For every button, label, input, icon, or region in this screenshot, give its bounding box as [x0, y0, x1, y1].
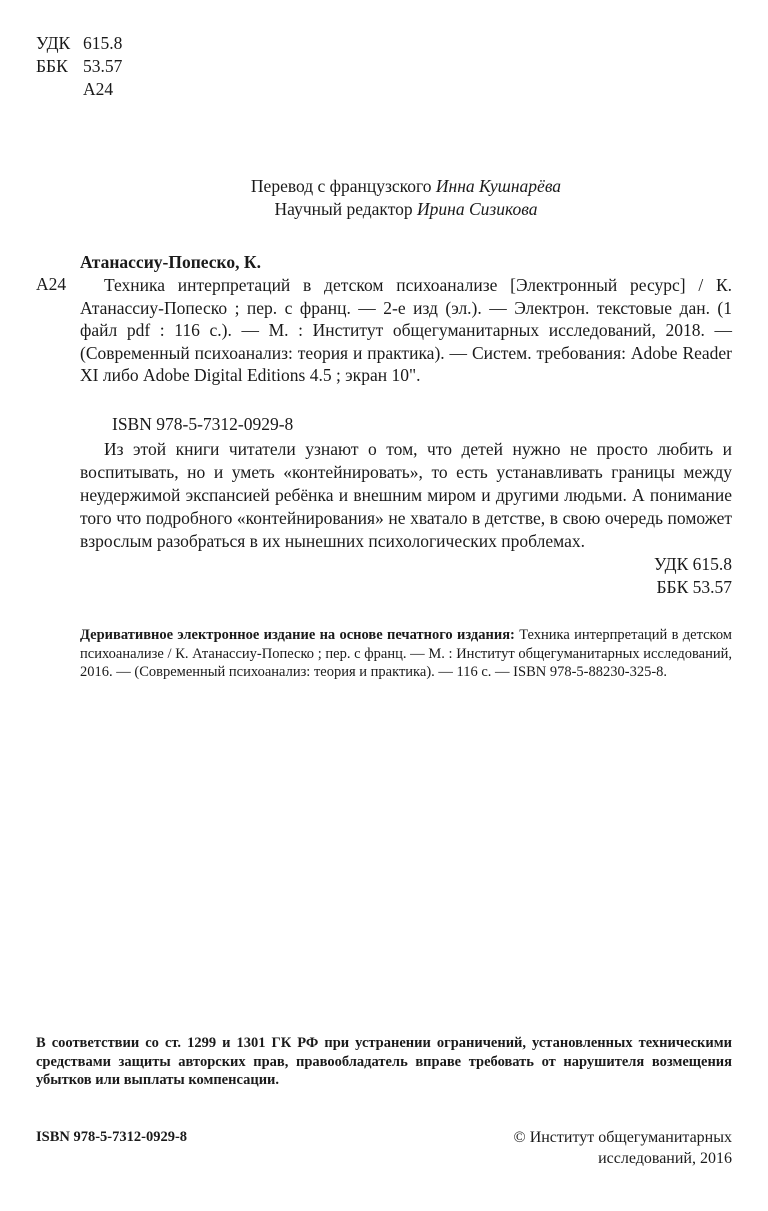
bbk-value: 53.57 — [83, 56, 123, 76]
translation-line — [80, 175, 732, 198]
udk-code: УДК 615.8 — [654, 554, 732, 574]
classification-codes — [654, 553, 732, 599]
annotation-paragraph: Из этой книги читатели узнают о том, что детей нужно не просто любить и воспитывать, но и уметь «контейнировать», то есть устанавливать границы между неудержимой экспансией ребёнка и внешним миром и другими людьми. А понимание того что подробного «контейнирования» не хватало в детстве, в свою очередь поможет взрослым разобраться в их нынешних психологических проблемах. — [80, 439, 732, 551]
copyright-line-2: исследований, 2016 — [598, 1150, 732, 1167]
translation-prefix: Перевод с французского — [250, 176, 432, 196]
bibliographic-description — [80, 274, 732, 387]
derivative-edition-note — [80, 626, 732, 682]
bbk-row — [36, 55, 122, 78]
bbk-label: ББК — [36, 56, 68, 76]
top-classification-codes — [36, 32, 122, 101]
udk-label: УДК — [36, 33, 71, 53]
derivative-text: Техника интерпретаций в детском психоанализе / К. Атанассиу-Попеско ; пер. с франц. — М. : Институт общегуманитарных исследований, 2016. — (Современный психоанализ: теория и практика). — 116 с. — ISBN 978-5-88230-325-8. — [80, 627, 732, 680]
copyright-line-1: © Институт общегуманитарных — [513, 1129, 732, 1146]
udk-row — [36, 32, 122, 55]
editor-prefix: Научный редактор — [274, 199, 413, 219]
author-mark: А24 — [83, 79, 114, 99]
udk-value: 615.8 — [83, 33, 123, 53]
credits-block — [80, 175, 732, 221]
footer-isbn: ISBN 978-5-7312-0929-8 — [36, 1129, 188, 1145]
editor-name: Ирина Сизикова — [417, 199, 538, 219]
rights-notice: В соответствии со ст. 1299 и 1301 ГК РФ при устранении ограничений, установленных техническими средствами защиты авторских прав, правообладатель вправе требовать от нарушителя возмещения убытков или выплаты компенсации. — [36, 1035, 732, 1088]
translator-name: Инна Кушнарёва — [435, 176, 562, 196]
bbk-code: ББК 53.57 — [656, 577, 732, 597]
record-mark: А24 — [36, 274, 67, 294]
record-author: Атанассиу-Попеско, К. — [80, 252, 261, 272]
description-text: Техника интерпретаций в детском психоанализе [Электронный ресурс] / К. Атанассиу-Попеско ; пер. с франц. — 2-е изд (эл.). — Электрон. текстовые дан. (1 файл pdf : 116 с.). — М. : Институт общегуманитарных исследований, 2018. — (Современный психоанализ: теория и практика). — Систем. требования: Adobe Reader XI либо Adobe Digital Editions 4.5 ; экран 10". — [80, 275, 732, 385]
editor-line — [80, 198, 732, 221]
record-isbn: ISBN 978-5-7312-0929-8 — [112, 414, 294, 434]
copyright-notice — [514, 1127, 732, 1169]
derivative-label: Деривативное электронное издание на основе печатного издания: — [80, 627, 515, 643]
